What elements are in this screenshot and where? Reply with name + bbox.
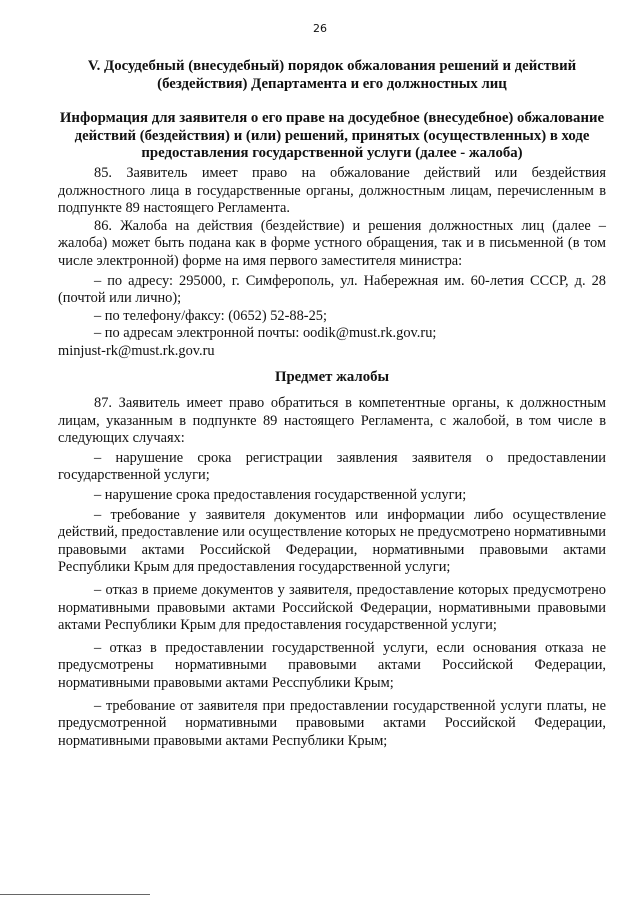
document-body — [58, 58, 606, 750]
paragraph-87: 87. Заявитель имеет право обратиться в компетентные органы, к должностным лицам, указанным в подпункте 89 настоящего Регламента, с жалобой, в том числе в следующих случаях: — [58, 395, 606, 447]
list-item-violation-3: – требование у заявителя документов или информации либо осуществление действий, предоставление или осуществление которых не предусмотрено нормативными правовыми актами Российской Федерации, нормативными правовыми актами Республики Крым для предоставления государственной услуги; — [58, 506, 606, 576]
list-item-violation-5: – отказ в предоставлении государственной услуги, если основания отказа не предусмотрены нормативными правовыми актами Российской Федерации, нормативными правовыми актами Ресспублики Крым; — [58, 639, 606, 691]
scan-artifact-line — [0, 894, 150, 895]
subsection-title: Информация для заявителя о его праве на досудебное (внесудебное) обжалование действий (бездействия) и (или) решений, принятых (осуществленных) в ходе предоставления государственной услуги (далее - жалоба) — [59, 110, 605, 162]
list-item-violation-4: – отказ в приеме документов у заявителя, предоставление которых предусмотрено нормативными правовыми актами Российской Федерации, нормативными правовыми актами Республики Крым для предоставления государственной услуги; — [58, 582, 606, 634]
section-title: V. Досудебный (внесудебный) порядок обжалования решений и действий (бездействия) Департамента и его должностных лиц — [87, 58, 577, 92]
list-item-violation-2: – нарушение срока предоставления государственной услуги; — [94, 487, 467, 504]
list-item-email: – по адресам электронной почты: oodik@must.rk.gov.ru; — [94, 325, 437, 342]
subject-title: Предмет жалобы — [274, 368, 390, 385]
list-item-address: – по адресу: 295000, г. Симферополь, ул. Набережная им. 60-летия СССР, д. 28 (почтой или лично); — [58, 272, 606, 307]
paragraph-85: 85. Заявитель имеет право на обжалование действий или бездействия должностного лица в государственные органы, должностным лицам, перечисленным в подпункте 89 настоящего Регламента. — [58, 164, 606, 217]
list-item-violation-6: – требование от заявителя при предоставлении государственной услуги платы, не предусмотренной нормативными правовыми актами Российской Федерации, нормативными правовыми актами Республики Крым; — [58, 697, 606, 749]
list-item-phone: – по телефону/факсу: (0652) 52-88-25; — [94, 307, 327, 324]
page-number: 26 — [313, 22, 327, 35]
paragraph-86: 86. Жалоба на действия (бездействие) и решения должностных лиц (далее – жалоба) может быть подана как в форме устного обращения, так и в письменной (в том числе электронной) форме на имя первого заместителя министра: — [58, 217, 606, 269]
list-item-email-continued: minjust-rk@must.rk.gov.ru — [58, 342, 215, 359]
list-item-violation-1: – нарушение срока регистрации заявления заявителя о предоставлении государственной услуги; — [58, 449, 606, 484]
